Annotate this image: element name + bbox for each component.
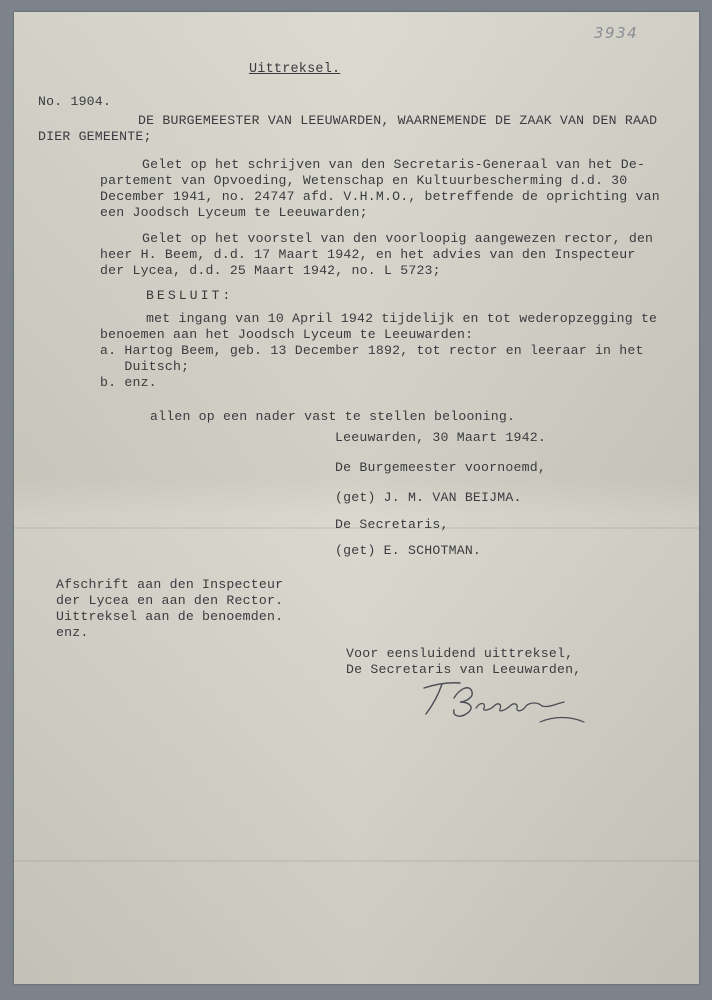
decision-line-2: benoemen aan het Joodsch Lyceum te Leeuwarden:	[100, 327, 474, 342]
secretary-signed: (get) E. SCHOTMAN.	[335, 543, 482, 558]
archive-number: 3934	[594, 24, 639, 42]
distribution-line-2: der Lycea en aan den Rector.	[56, 593, 284, 608]
decision-heading: BESLUIT:	[146, 288, 234, 303]
remuneration: allen op een nader vast te stellen belooning.	[150, 409, 516, 424]
consideration-1-line-1: Gelet op het schrijven van den Secretaris-Generaal van het De-	[142, 157, 646, 172]
fold-line	[14, 860, 699, 862]
certification-line-1: Voor eensluidend uittreksel,	[346, 646, 574, 661]
preamble-line-2: DIER GEMEENTE;	[38, 129, 152, 144]
decision-line-3: a. Hartog Beem, geb. 13 December 1892, tot rector en leeraar in het	[100, 343, 644, 358]
mayor-signed: (get) J. M. VAN BEIJMA.	[335, 490, 522, 505]
distribution-line-3: Uittreksel aan de benoemden.	[56, 609, 284, 624]
decision-line-5: b. enz.	[100, 375, 157, 390]
consideration-1-line-3: December 1941, no. 24747 afd. V.H.M.O., betreffende de oprichting van	[100, 189, 660, 204]
consideration-1-line-2: partement van Opvoeding, Wetenschap en Kultuurbescherming d.d. 30	[100, 173, 628, 188]
consideration-2-line-1: Gelet op het voorstel van den voorloopig aangewezen rector, den	[142, 231, 654, 246]
decision-line-4: Duitsch;	[100, 359, 190, 374]
consideration-1-line-4: een Joodsch Lyceum te Leeuwarden;	[100, 205, 368, 220]
document-page	[14, 12, 699, 984]
consideration-2-line-3: der Lycea, d.d. 25 Maart 1942, no. L 5723;	[100, 263, 441, 278]
secretary-title: De Secretaris,	[335, 517, 449, 532]
decision-line-1: met ingang van 10 April 1942 tijdelijk en tot wederopzegging te	[146, 311, 658, 326]
certification-line-2: De Secretaris van Leeuwarden,	[346, 662, 582, 677]
place-date: Leeuwarden, 30 Maart 1942.	[335, 430, 546, 445]
mayor-title: De Burgemeester voornoemd,	[335, 460, 546, 475]
distribution-line-1: Afschrift aan den Inspecteur	[56, 577, 284, 592]
reference-number: No. 1904.	[38, 94, 112, 109]
consideration-2-line-2: heer H. Beem, d.d. 17 Maart 1942, en het advies van den Inspecteur	[100, 247, 636, 262]
distribution-line-4: enz.	[56, 625, 89, 640]
preamble-line-1: DE BURGEMEESTER VAN LEEUWARDEN, WAARNEMENDE DE ZAAK VAN DEN RAAD	[138, 113, 658, 128]
handwritten-signature	[414, 672, 614, 732]
document-heading: Uittreksel.	[249, 62, 341, 77]
